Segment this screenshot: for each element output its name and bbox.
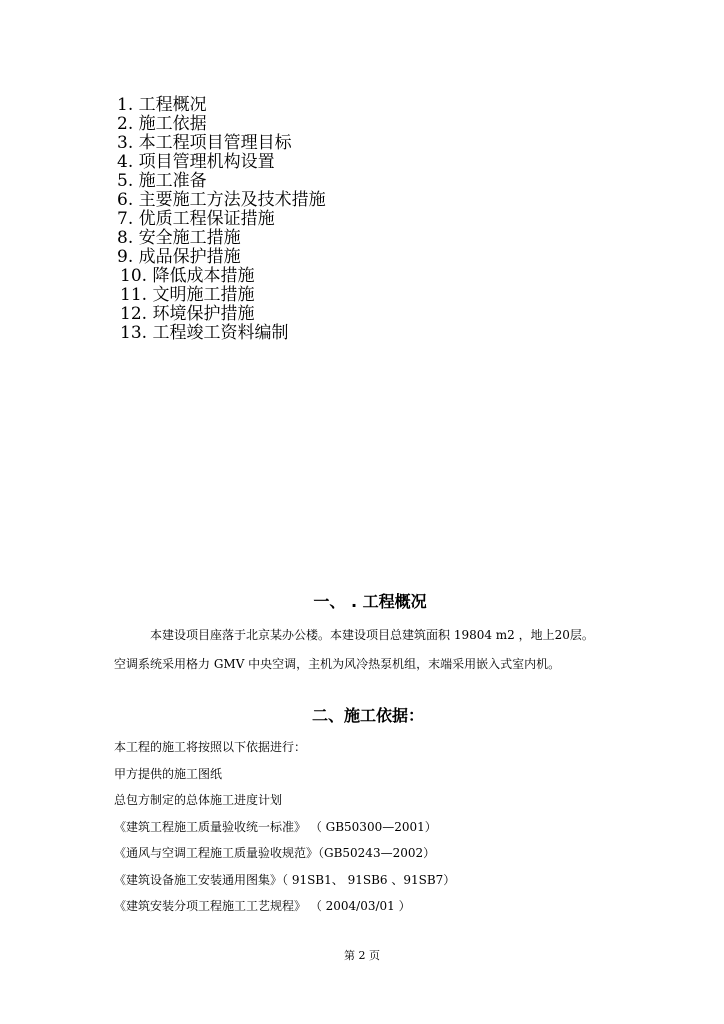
basis-item: 甲方提供的施工图纸: [114, 766, 223, 781]
table-of-contents: [117, 96, 537, 343]
basis-item: 本工程的施工将按照以下依据进行：: [114, 740, 307, 754]
toc-item: 6. 主要施工方法及技术措施: [117, 190, 326, 210]
section-heading-basis: 二、施工依据：: [311, 706, 424, 725]
toc-item: 1. 工程概况: [117, 95, 207, 115]
toc-item: 11. 文明施工措施: [120, 285, 255, 305]
toc-item: 9. 成品保护措施: [117, 247, 241, 267]
toc-item: 10. 降低成本措施: [120, 266, 255, 286]
basis-item: 《通风与空调工程施工质量验收规范》（GB50243—2002）: [114, 846, 436, 860]
toc-item: 2. 施工依据: [117, 114, 207, 134]
overview-paragraph: 本建设项目座落于北京某办公楼。本建设项目总建筑面积 19804 m2 ，地上20层。: [150, 628, 594, 642]
toc-item: 12. 环境保护措施: [120, 304, 255, 324]
basis-list: [114, 739, 455, 925]
basis-item: 总包方制定的总体施工进度计划: [114, 793, 283, 807]
toc-item: 3. 本工程项目管理目标: [117, 133, 292, 153]
page-number: 第 2 页: [344, 949, 380, 962]
toc-item: 13. 工程竣工资料编制: [120, 323, 289, 343]
toc-item: 5. 施工准备: [117, 171, 207, 191]
basis-item: 《建筑设备施工安装通用图集》（ 91SB1、 91SB6 、91SB7）: [114, 872, 456, 887]
basis-item: 《建筑工程施工质量验收统一标准》 （ GB50300—2001）: [114, 819, 437, 834]
basis-item: 《建筑安装分项工程施工工艺规程》 （ 2004/03/01 ）: [114, 899, 411, 913]
overview-paragraph: 空调系统采用格力 GMV 中央空调，主机为风冷热泵机组，末端采用嵌入式室内机。: [114, 657, 561, 671]
toc-item: 8. 安全施工措施: [117, 228, 241, 248]
toc-item: 4. 项目管理机构设置: [117, 152, 275, 172]
toc-item: 7. 优质工程保证措施: [117, 209, 275, 229]
section-heading-overview: 一、 . 工程概况: [313, 592, 427, 611]
